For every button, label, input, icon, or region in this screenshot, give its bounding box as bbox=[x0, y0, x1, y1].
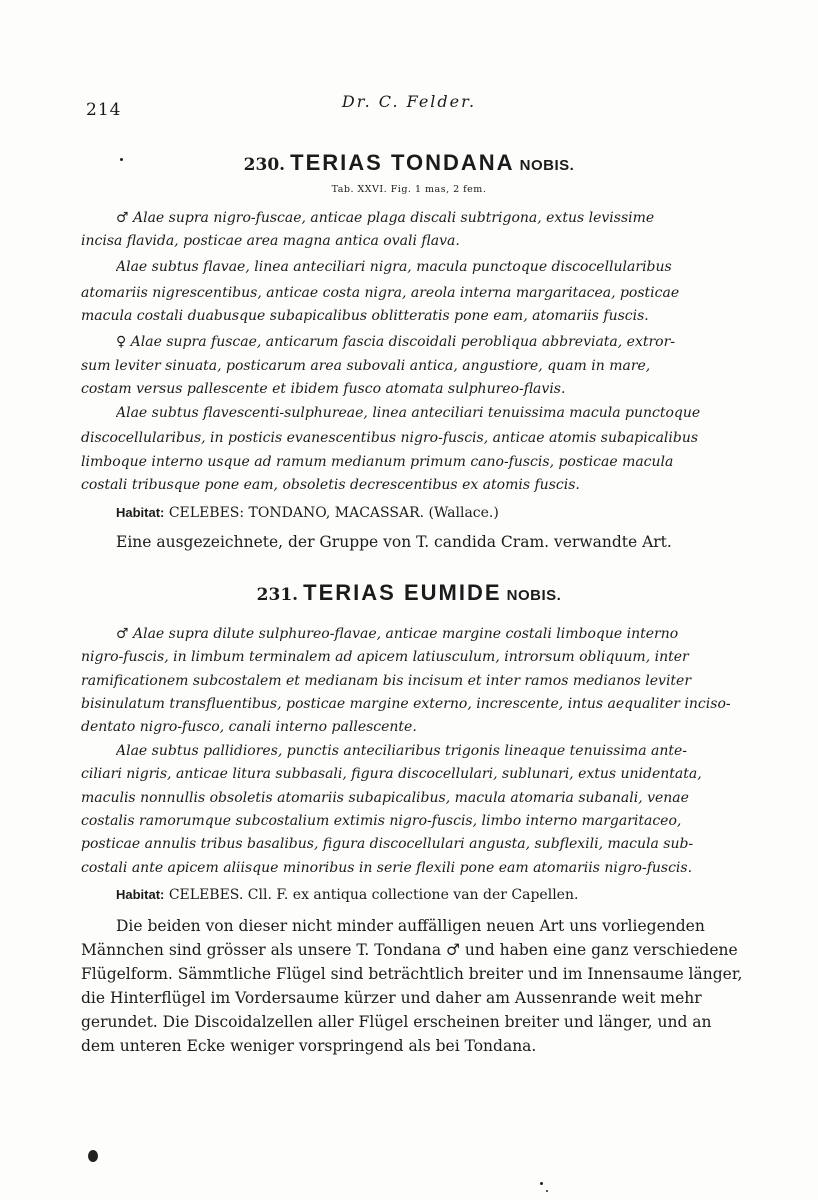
text-line: costam versus pallescente et ibidem fusco atomata sulphureo-flavis. bbox=[81, 381, 566, 397]
text-line: dentato nigro-fusco, canali interno pallescente. bbox=[81, 719, 417, 735]
text-line: Alae subtus flavescenti-sulphureae, linea anteciliari tenuissima macula punctoque bbox=[116, 405, 701, 421]
habitat-label: Habitat: bbox=[116, 505, 165, 520]
species-name: TERIAS EUMIDE bbox=[303, 580, 502, 605]
text-line: costali ante apicem aliisque minoribus in serie flexili pone eam atomariis nigro-fuscis. bbox=[81, 860, 693, 876]
text-line: limboque interno usque ad ramum medianum primum cano-fuscis, posticae macula bbox=[81, 454, 674, 470]
paragraph-line: Die beiden von dieser nicht minder auffälligen neuen Art uns vorliegenden bbox=[116, 917, 705, 935]
habitat-line bbox=[116, 502, 743, 524]
habitat-text: CELEBES. Cll. F. ex antiqua collectione van der Capellen. bbox=[168, 887, 579, 903]
habitat-text: CELEBES: TONDANO, MACASSAR. (Wallace.) bbox=[168, 505, 499, 521]
paragraph-line: gerundet. Die Discoidalzellen aller Flügel erscheinen breiter und länger, und an bbox=[81, 1013, 712, 1031]
paragraph-line: Männchen sind grösser als unsere T. Tondana ♂ und haben eine ganz verschiedene bbox=[81, 941, 738, 959]
text-line: nigro-fuscis, in limbum terminalem ad apicem latiusculum, introrsum obliquum, inter bbox=[81, 649, 689, 665]
text-line: sum leviter sinuata, posticarum area subovali antica, angustiore, quam in mare, bbox=[81, 358, 651, 374]
species-name: TERIAS TONDANA bbox=[290, 150, 515, 175]
page-number: 214 bbox=[86, 100, 122, 120]
species-number: 231. bbox=[256, 585, 299, 605]
plate-reference: Tab. XXVI. Fig. 1 mas, 2 fem. bbox=[331, 184, 487, 195]
text-line: discocellularibus, in posticis evanescentibus nigro-fuscis, anticae atomis subapicalibus bbox=[81, 430, 699, 446]
species-heading-230 bbox=[0, 150, 818, 176]
species-heading-231 bbox=[0, 580, 818, 606]
species-author: NOBIS. bbox=[519, 157, 575, 174]
text-line: ramificationem subcostalem et medianam bis incisum et inter ramos medianos leviter bbox=[81, 673, 692, 689]
text-line: Alae subtus flavae, linea anteciliari nigra, macula punctoque discocellularibus bbox=[116, 259, 672, 275]
text-line: ♂ Alae supra dilute sulphureo-flavae, anticae margine costali limboque interno bbox=[116, 626, 679, 642]
paragraph-line: die Hinterflügel im Vordersaume kürzer und daher am Aussenrande weit mehr bbox=[81, 989, 702, 1007]
species-number: 230. bbox=[243, 155, 286, 175]
text-line: macula costali duabusque subapicalibus oblitteratis pone eam, atomariis fuscis. bbox=[81, 308, 649, 324]
text-line: ♂ Alae supra nigro-fuscae, anticae plaga discali subtrigona, extus levissime bbox=[116, 210, 655, 226]
text-line: costali tribusque pone eam, obsoletis decrescentibus ex atomis fuscis. bbox=[81, 477, 580, 493]
ink-speck bbox=[88, 1150, 98, 1162]
text-line: bisinulatum transfluentibus, posticae margine externo, increscente, intus aequaliter inciso- bbox=[81, 696, 731, 712]
paragraph-line: Flügelform. Sämmtliche Flügel sind beträchtlich breiter und im Innensaume länger, bbox=[81, 965, 743, 983]
paragraph-line: dem unteren Ecke weniger vorspringend als bei Tondana. bbox=[81, 1037, 537, 1055]
text-line: maculis nonnullis obsoletis atomariis subapicalibus, macula atomaria subanali, venae bbox=[81, 790, 689, 806]
ink-speck bbox=[546, 1190, 548, 1192]
text-line: posticae annulis tribus basalibus, figura discocellulari angusta, subflexili, macula sub- bbox=[81, 836, 694, 852]
habitat-label: Habitat: bbox=[116, 887, 165, 902]
running-head: Dr. C. Felder. bbox=[341, 92, 477, 111]
text-line: atomariis nigrescentibus, anticae costa nigra, areola interna margaritacea, posticae bbox=[81, 285, 680, 301]
species-author: NOBIS. bbox=[506, 587, 562, 604]
text-line: incisa flavida, posticae area magna antica ovali flava. bbox=[81, 233, 460, 249]
text-line: costalis ramorumque subcostalium extimis nigro-fuscis, limbo interno margaritaceo, bbox=[81, 813, 682, 829]
species-note: Eine ausgezeichnete, der Gruppe von T. candida Cram. verwandte Art. bbox=[116, 533, 672, 551]
ink-speck bbox=[540, 1182, 543, 1185]
ink-speck bbox=[120, 158, 123, 161]
text-line: ♀ Alae supra fuscae, anticarum fascia discoidali perobliqua abbreviata, extror- bbox=[116, 334, 676, 350]
text-line: ciliari nigris, anticae litura subbasali, figura discocellulari, sublunari, extus unidentata, bbox=[81, 766, 702, 782]
text-line: Alae subtus pallidiores, punctis anteciliaribus trigonis lineaque tenuissima ante- bbox=[116, 743, 688, 759]
habitat-line bbox=[116, 884, 743, 906]
